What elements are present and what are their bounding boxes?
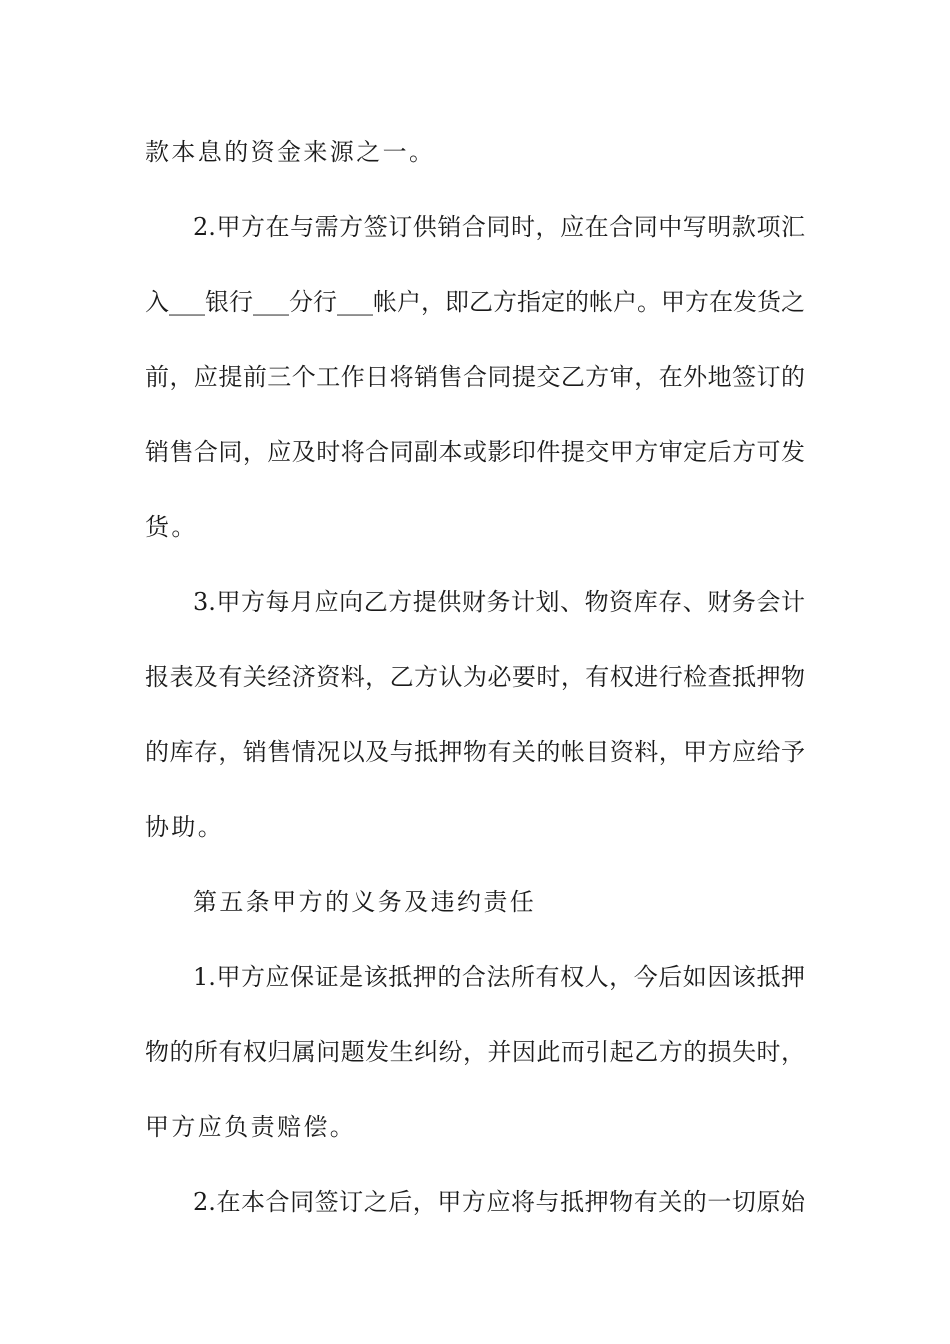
text-line: 货。 (145, 513, 198, 541)
text-line: 物的所有权归属问题发生纠纷，并因此而引起乙方的损失时， (145, 1038, 805, 1066)
paragraph-start: 2.在本合同签订之后，甲方应将与抵押物有关的一切原始 (193, 1188, 805, 1216)
text-line: 甲方应负责赔偿。 (145, 1113, 357, 1141)
text-line: 销售合同，应及时将合同副本或影印件提交甲方审定后方可发 (145, 438, 805, 466)
text-line: 前，应提前三个工作日将销售合同提交乙方审，在外地签订的 (145, 363, 805, 391)
paragraph-start: 2.甲方在与需方签订供销合同时，应在合同中写明款项汇 (193, 213, 805, 241)
paragraph-start: 1.甲方应保证是该抵押的合法所有权人，今后如因该抵押 (193, 963, 805, 991)
section-heading: 第五条甲方的义务及违约责任 (193, 888, 537, 916)
paragraph-start: 3.甲方每月应向乙方提供财务计划、物资库存、财务会计 (193, 588, 805, 616)
text-line: 协助。 (145, 813, 225, 841)
text-line: 入___银行___分行___帐户，即乙方指定的帐户。甲方在发货之 (145, 288, 805, 316)
text-line: 的库存，销售情况以及与抵押物有关的帐目资料，甲方应给予 (145, 738, 805, 766)
text-line: 报表及有关经济资料，乙方认为必要时，有权进行检查抵押物 (145, 663, 805, 691)
text-line: 款本息的资金来源之一。 (145, 138, 436, 166)
